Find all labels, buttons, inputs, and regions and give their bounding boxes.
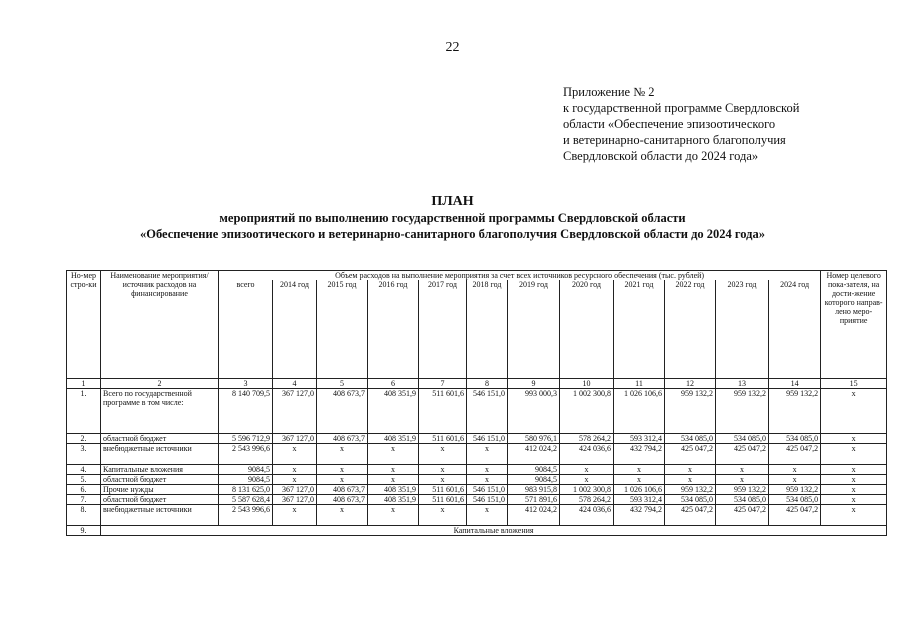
column-number: 6 xyxy=(368,379,419,389)
column-number: 3 xyxy=(219,379,273,389)
row-value: x xyxy=(769,465,821,475)
appendix-line: и ветеринарно-санитарного благополучия xyxy=(563,133,786,147)
row-value: 2 543 996,6 xyxy=(219,444,273,465)
header-year: 2022 год xyxy=(665,280,716,379)
row-value: x xyxy=(769,475,821,485)
table-row xyxy=(67,485,887,495)
row-value: 9084,5 xyxy=(219,475,273,485)
row-value: 367 127,0 xyxy=(273,434,317,444)
table-row xyxy=(67,444,887,465)
row-number: 9. xyxy=(67,526,101,536)
row-number: 4. xyxy=(67,465,101,475)
row-value: 546 151,0 xyxy=(467,495,508,505)
table-row xyxy=(67,475,887,485)
row-value: x xyxy=(614,475,665,485)
header-target: Номер целевого пока-зателя, на дости-жение которого направ-лено меро-приятие xyxy=(821,271,887,379)
row-value: 9084,5 xyxy=(508,475,560,485)
header-year: 2024 год xyxy=(769,280,821,379)
row-value: 580 976,1 xyxy=(508,434,560,444)
row-value: 511 601,6 xyxy=(419,434,467,444)
row-value: 959 132,2 xyxy=(716,389,769,434)
row-value: 511 601,6 xyxy=(419,485,467,495)
row-name: Прочие нужды xyxy=(101,485,219,495)
table-row xyxy=(67,526,887,536)
row-value: x xyxy=(419,444,467,465)
row-value: x xyxy=(665,475,716,485)
row-value: 1 026 106,6 xyxy=(614,485,665,495)
row-value: x xyxy=(614,465,665,475)
row-value: 367 127,0 xyxy=(273,495,317,505)
row-name: внебюджетные источники xyxy=(101,505,219,526)
row-value: 425 047,2 xyxy=(769,505,821,526)
header-volume: Объем расходов на выполнение мероприятия за счет всех источников ресурсного обеспечения (тыс. рублей) xyxy=(219,271,821,281)
title-subheading: мероприятий по выполнению государственной программы Свердловской области xyxy=(219,211,686,225)
row-target: x xyxy=(821,389,887,434)
column-number-row xyxy=(67,379,887,389)
table-row xyxy=(67,495,887,505)
row-value: 534 085,0 xyxy=(665,434,716,444)
row-value: 571 891,6 xyxy=(508,495,560,505)
row-value: 983 915,8 xyxy=(508,485,560,495)
row-value: 546 151,0 xyxy=(467,389,508,434)
table-header-row xyxy=(67,271,887,281)
row-value: 425 047,2 xyxy=(665,505,716,526)
appendix-line: области «Обеспечение эпизоотического xyxy=(563,117,776,131)
row-value: x xyxy=(467,505,508,526)
row-value: 5 596 712,9 xyxy=(219,434,273,444)
row-value: x xyxy=(419,505,467,526)
title-heading: ПЛАН xyxy=(431,194,474,209)
header-year: 2018 год xyxy=(467,280,508,379)
row-value: x xyxy=(467,444,508,465)
row-name: Капитальные вложения xyxy=(101,465,219,475)
header-year: 2019 год xyxy=(508,280,560,379)
row-value: x xyxy=(317,475,368,485)
row-value: 959 132,2 xyxy=(665,485,716,495)
row-target: x xyxy=(821,485,887,495)
row-value: 959 132,2 xyxy=(769,485,821,495)
column-number: 5 xyxy=(317,379,368,389)
row-number: 3. xyxy=(67,444,101,465)
row-value: x xyxy=(560,475,614,485)
row-value: x xyxy=(368,465,419,475)
row-value: 425 047,2 xyxy=(665,444,716,465)
header-year: 2017 год xyxy=(419,280,467,379)
row-value: 412 024,2 xyxy=(508,444,560,465)
row-target: x xyxy=(821,465,887,475)
row-value: 593 312,4 xyxy=(614,495,665,505)
table-row xyxy=(67,465,887,475)
table-row xyxy=(67,505,887,526)
row-value: 408 351,9 xyxy=(368,485,419,495)
row-value: 534 085,0 xyxy=(665,495,716,505)
column-number: 11 xyxy=(614,379,665,389)
row-target: x xyxy=(821,444,887,465)
row-value: 367 127,0 xyxy=(273,389,317,434)
row-value: 425 047,2 xyxy=(716,505,769,526)
column-number: 9 xyxy=(508,379,560,389)
row-value: x xyxy=(273,465,317,475)
row-name: областной бюджет xyxy=(101,495,219,505)
row-value: 993 000,3 xyxy=(508,389,560,434)
title-program-name: «Обеспечение эпизоотического и ветеринарно-санитарного благополучия Свердловской области до 2024 года» xyxy=(139,227,766,241)
row-value: 424 036,6 xyxy=(560,505,614,526)
row-target: x xyxy=(821,475,887,485)
row-name: областной бюджет xyxy=(101,434,219,444)
row-value: 9084,5 xyxy=(219,465,273,475)
column-number: 2 xyxy=(101,379,219,389)
row-value: x xyxy=(368,505,419,526)
row-value: 2 543 996,6 xyxy=(219,505,273,526)
row-value: 9084,5 xyxy=(508,465,560,475)
row-value: 408 673,7 xyxy=(317,434,368,444)
row-value: 432 794,2 xyxy=(614,444,665,465)
header-year: 2014 год xyxy=(273,280,317,379)
row-number: 1. xyxy=(67,389,101,434)
header-year: 2020 год xyxy=(560,280,614,379)
row-value: 408 673,7 xyxy=(317,389,368,434)
row-value: 546 151,0 xyxy=(467,434,508,444)
merged-row-label: Капитальные вложения xyxy=(101,526,887,536)
row-value: 432 794,2 xyxy=(614,505,665,526)
row-value: x xyxy=(467,465,508,475)
row-value: x xyxy=(560,465,614,475)
row-value: x xyxy=(716,475,769,485)
appendix-line: Свердловской области до 2024 года» xyxy=(563,149,759,163)
row-value: 593 312,4 xyxy=(614,434,665,444)
column-number: 14 xyxy=(769,379,821,389)
row-value: x xyxy=(368,444,419,465)
row-value: 578 264,2 xyxy=(560,495,614,505)
row-value: 424 036,6 xyxy=(560,444,614,465)
row-name: Всего по государственной программе в том числе: xyxy=(101,389,219,434)
row-name: внебюджетные источники xyxy=(101,444,219,465)
column-number: 15 xyxy=(821,379,887,389)
row-value: 8 140 709,5 xyxy=(219,389,273,434)
row-value: x xyxy=(419,475,467,485)
header-row-number: Но-мер стро-ки xyxy=(67,271,101,379)
header-year: 2016 год xyxy=(368,280,419,379)
appendix-line: Приложение № 2 xyxy=(563,85,655,99)
row-value: 1 002 300,8 xyxy=(560,389,614,434)
column-number: 12 xyxy=(665,379,716,389)
row-number: 7. xyxy=(67,495,101,505)
row-value: x xyxy=(665,465,716,475)
row-value: 511 601,6 xyxy=(419,495,467,505)
row-value: 959 132,2 xyxy=(665,389,716,434)
row-value: 959 132,2 xyxy=(716,485,769,495)
plan-table xyxy=(66,270,887,536)
appendix-line: к государственной программе Свердловской xyxy=(563,101,800,115)
row-value: 1 002 300,8 xyxy=(560,485,614,495)
row-value: 534 085,0 xyxy=(716,495,769,505)
page-number: 22 xyxy=(445,40,460,55)
document-title xyxy=(0,193,905,242)
appendix-note xyxy=(563,84,893,164)
row-number: 2. xyxy=(67,434,101,444)
row-value: 425 047,2 xyxy=(769,444,821,465)
table-row xyxy=(67,389,887,434)
header-name: Наименование мероприятия/ источник расходов на финансирование xyxy=(101,271,219,379)
row-value: 408 351,9 xyxy=(368,495,419,505)
row-value: 408 351,9 xyxy=(368,434,419,444)
row-value: 425 047,2 xyxy=(716,444,769,465)
header-year: 2015 год xyxy=(317,280,368,379)
row-value: 534 085,0 xyxy=(716,434,769,444)
column-number: 8 xyxy=(467,379,508,389)
row-name: областной бюджет xyxy=(101,475,219,485)
row-value: 546 151,0 xyxy=(467,485,508,495)
row-value: 578 264,2 xyxy=(560,434,614,444)
row-value: 408 351,9 xyxy=(368,389,419,434)
row-value: 534 085,0 xyxy=(769,434,821,444)
row-value: 408 673,7 xyxy=(317,495,368,505)
row-value: x xyxy=(317,465,368,475)
row-value: x xyxy=(467,475,508,485)
row-value: x xyxy=(273,505,317,526)
header-year: 2021 год xyxy=(614,280,665,379)
row-value: x xyxy=(419,465,467,475)
column-number: 1 xyxy=(67,379,101,389)
row-target: x xyxy=(821,495,887,505)
table-row xyxy=(67,434,887,444)
row-value: 959 132,2 xyxy=(769,389,821,434)
row-value: 408 673,7 xyxy=(317,485,368,495)
row-value: 367 127,0 xyxy=(273,485,317,495)
row-target: x xyxy=(821,434,887,444)
header-year: всего xyxy=(219,280,273,379)
header-year: 2023 год xyxy=(716,280,769,379)
row-number: 5. xyxy=(67,475,101,485)
row-value: x xyxy=(273,475,317,485)
row-value: x xyxy=(317,505,368,526)
column-number: 13 xyxy=(716,379,769,389)
row-value: x xyxy=(368,475,419,485)
row-target: x xyxy=(821,505,887,526)
row-value: 534 085,0 xyxy=(769,495,821,505)
row-number: 6. xyxy=(67,485,101,495)
row-value: 5 587 628,4 xyxy=(219,495,273,505)
row-number: 8. xyxy=(67,505,101,526)
column-number: 10 xyxy=(560,379,614,389)
row-value: x xyxy=(716,465,769,475)
row-value: x xyxy=(317,444,368,465)
row-value: 8 131 625,0 xyxy=(219,485,273,495)
column-number: 7 xyxy=(419,379,467,389)
column-number: 4 xyxy=(273,379,317,389)
row-value: x xyxy=(273,444,317,465)
row-value: 412 024,2 xyxy=(508,505,560,526)
row-value: 511 601,6 xyxy=(419,389,467,434)
row-value: 1 026 106,6 xyxy=(614,389,665,434)
